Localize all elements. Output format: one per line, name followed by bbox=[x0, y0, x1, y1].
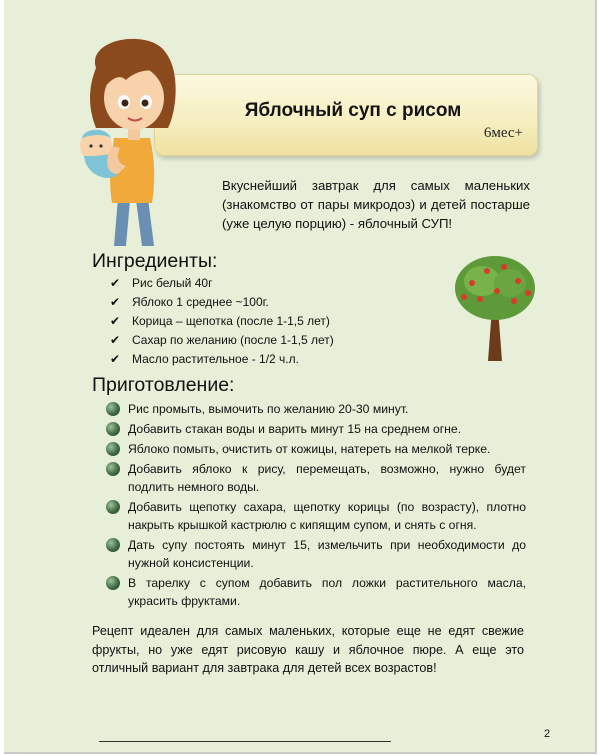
list-item bbox=[110, 293, 334, 312]
list-item bbox=[106, 440, 526, 458]
preparation-steps bbox=[106, 400, 526, 612]
step-text: Добавить яблоко к рису, перемещать, возможно, нужно будет подлить немного воды. bbox=[128, 462, 526, 494]
green-sphere-bullet-icon bbox=[106, 422, 120, 436]
list-item bbox=[106, 574, 526, 610]
step-text: Яблоко помыть, очистить от кожицы, натереть на мелкой терке. bbox=[128, 442, 491, 456]
step-text: Дать супу постоять минут 15, измельчить при необходимости до нужной консистенции. bbox=[128, 538, 526, 570]
check-mark-icon: ✔ bbox=[110, 295, 121, 309]
apple-tree-illustration bbox=[452, 253, 538, 363]
list-item bbox=[106, 498, 526, 534]
preparation-heading: Приготовление: bbox=[92, 374, 235, 396]
step-text: Добавить стакан воды и варить минут 15 на среднем огне. bbox=[128, 422, 462, 436]
green-sphere-bullet-icon bbox=[106, 538, 120, 552]
list-item bbox=[110, 331, 334, 350]
age-label: 6мес+ bbox=[483, 125, 523, 141]
green-sphere-bullet-icon bbox=[106, 402, 120, 416]
ingredient-text: Рис белый 40г bbox=[132, 276, 213, 290]
green-sphere-bullet-icon bbox=[106, 442, 120, 456]
list-item bbox=[110, 312, 334, 331]
ingredients-heading: Ингредиенты: bbox=[92, 250, 218, 272]
ingredients-list bbox=[110, 274, 334, 369]
recipe-page bbox=[4, 0, 597, 754]
list-item bbox=[106, 400, 526, 418]
ingredient-text: Корица – щепотка (после 1-1,5 лет) bbox=[132, 314, 330, 328]
step-text: В тарелку с супом добавить пол ложки растительного масла, украсить фруктами. bbox=[128, 576, 526, 608]
check-mark-icon: ✔ bbox=[110, 276, 121, 290]
ingredient-text: Масло растительное - 1/2 ч.л. bbox=[132, 352, 299, 366]
page-number: 2 bbox=[544, 728, 551, 740]
list-item bbox=[106, 420, 526, 438]
ingredient-text: Яблоко 1 среднее ~100г. bbox=[132, 295, 269, 309]
green-sphere-bullet-icon bbox=[106, 462, 120, 476]
check-mark-icon: ✔ bbox=[110, 333, 121, 347]
closing-paragraph: Рецепт идеален для самых маленьких, которые еще не едят свежие фрукты, но уже едят рисовую кашу и яблочное пюре. А еще это отличный вариант для завтрака для детей всех возрастов! bbox=[92, 624, 524, 675]
footer-divider bbox=[99, 741, 391, 742]
ingredient-text: Сахар по желанию (после 1-1,5 лет) bbox=[132, 333, 334, 347]
list-item bbox=[110, 350, 334, 369]
mother-with-baby-illustration bbox=[56, 28, 206, 248]
list-item bbox=[106, 536, 526, 572]
check-mark-icon: ✔ bbox=[110, 314, 121, 328]
recipe-title: Яблочный суп с рисом bbox=[244, 100, 462, 121]
list-item bbox=[106, 460, 526, 496]
green-sphere-bullet-icon bbox=[106, 500, 120, 514]
check-mark-icon: ✔ bbox=[110, 352, 121, 366]
step-text: Рис промыть, вымочить по желанию 20-30 минут. bbox=[128, 402, 409, 416]
step-text: Добавить щепотку сахара, щепотку корицы (по возрасту), плотно накрыть крышкой кастрюлю с кипящим супом, и снять с огня. bbox=[128, 500, 526, 532]
title-banner bbox=[154, 74, 538, 156]
green-sphere-bullet-icon bbox=[106, 576, 120, 590]
intro-paragraph: Вкуснейший завтрак для самых маленьких (знакомство от пары микродоз) и детей постарше (уже целую порцию) - яблочный СУП! bbox=[222, 178, 530, 231]
list-item bbox=[110, 274, 334, 293]
